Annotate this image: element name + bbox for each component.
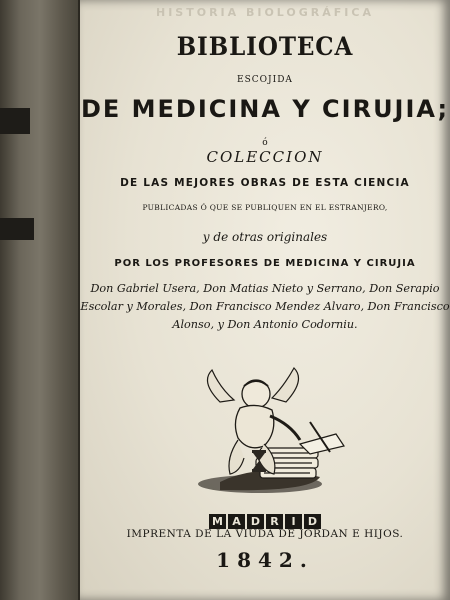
subtitle-main: DE MEDICINA Y CIRUJIA; <box>80 95 450 123</box>
printer-line: IMPRENTA DE LA VIUDA DE JORDAN E HIJOS. <box>126 528 404 540</box>
connector-o: ó <box>262 138 268 148</box>
profesores-line: POR LOS PROFESORES DE MEDICINA Y CIRUJIA <box>114 258 416 269</box>
place-madrid <box>80 514 450 529</box>
place-letter: D <box>304 514 321 529</box>
place-letter: D <box>247 514 264 529</box>
place-letter: R <box>266 514 283 529</box>
bleed-through-heading: HISTORIA BIOLOGRÁFICA <box>156 6 374 19</box>
title-page <box>80 0 450 600</box>
authors-block <box>80 280 450 334</box>
otras-originales-line: y de otras originales <box>202 230 328 244</box>
subtitle-escojida: ESCOJIDA <box>237 75 293 85</box>
place-letter: I <box>285 514 302 529</box>
book-title: BIBLIOTECA <box>176 32 354 61</box>
place-letter: M <box>209 514 226 529</box>
spine-label-mark <box>0 108 30 134</box>
cherub-books-vignette <box>160 362 360 502</box>
authors-line: Don Gabriel Usera, Don Matias Nieto y Serrano, Don Serapio <box>90 282 440 295</box>
mejores-obras-line: DE LAS MEJORES OBRAS DE ESTA CIENCIA <box>120 177 410 189</box>
place-letter: A <box>228 514 245 529</box>
coleccion-heading: COLECCION <box>206 148 324 166</box>
authors-line: Escolar y Morales, Don Francisco Mendez Alvaro, Don Francisco <box>80 300 450 313</box>
publicadas-line: PUBLICADAS Ó QUE SE PUBLIQUEN EN EL ESTRANJERO, <box>142 203 388 212</box>
publication-year: 1842. <box>216 548 314 572</box>
spine-label-mark <box>0 218 34 240</box>
authors-line: Alonso, y Don Antonio Codorniu. <box>172 318 358 331</box>
